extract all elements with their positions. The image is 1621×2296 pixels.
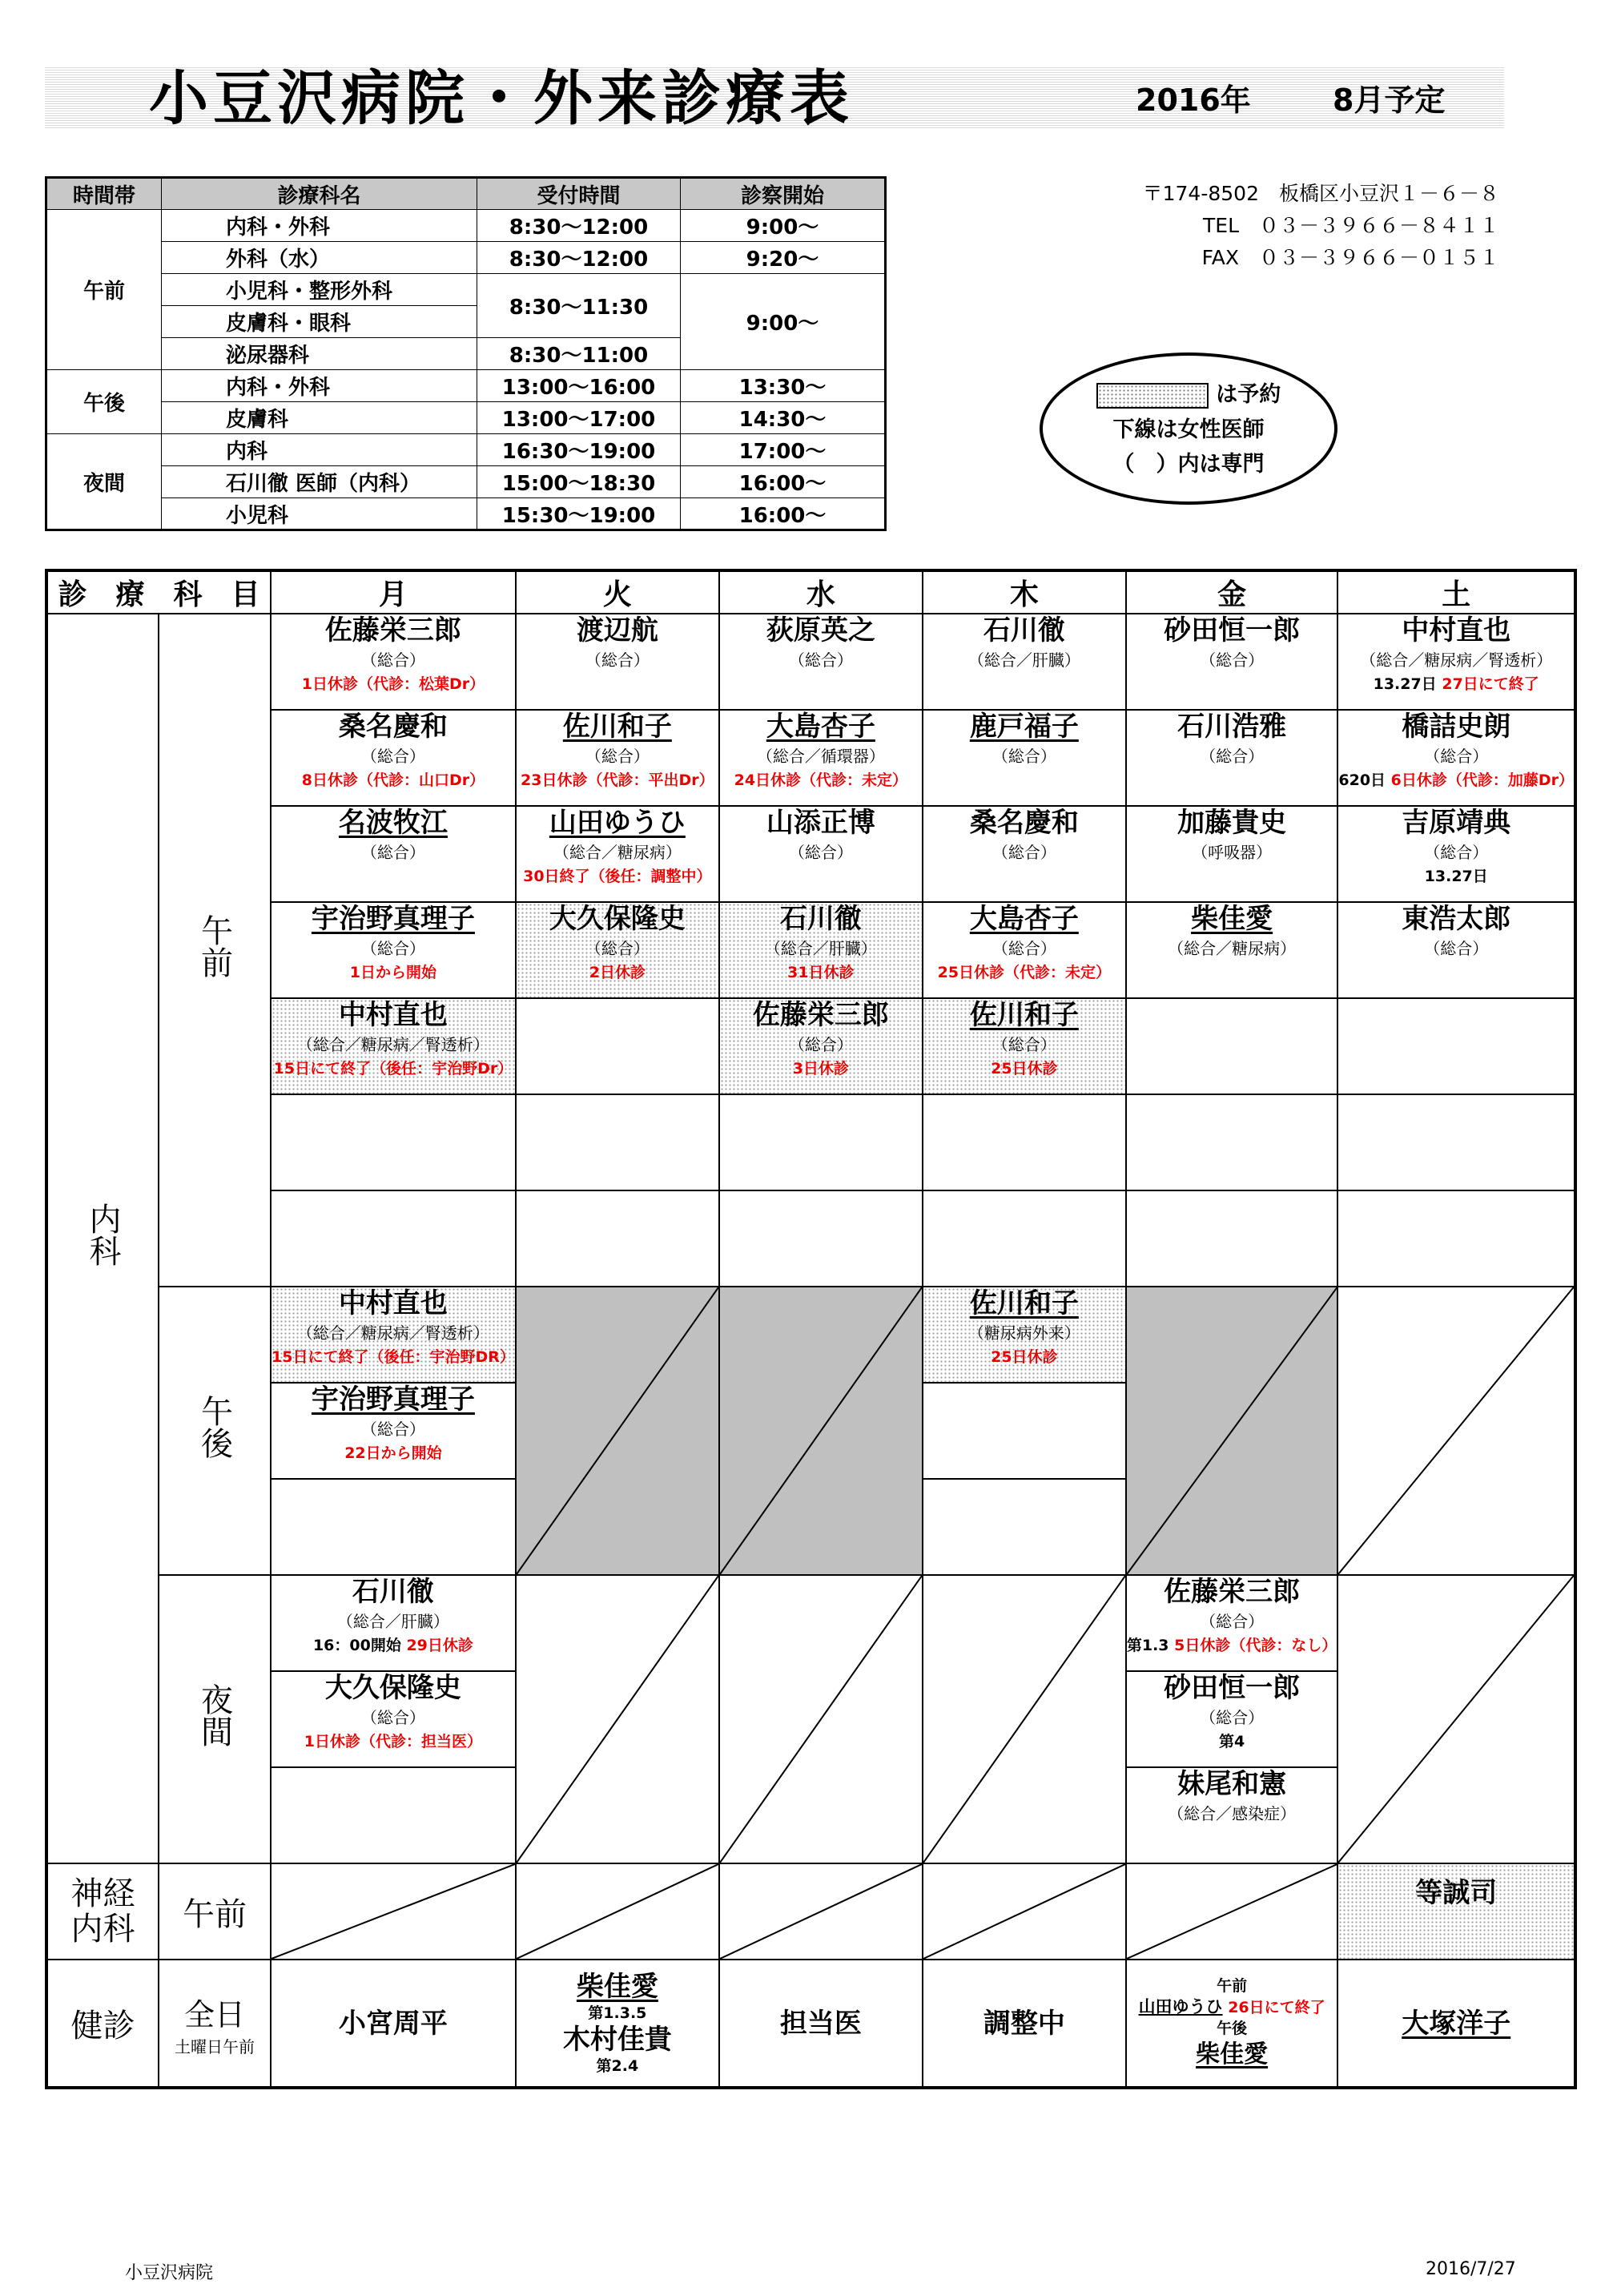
kenshin-fri — [1126, 1960, 1338, 2088]
th-dept: 診療科名 — [162, 178, 477, 210]
doctor-name: 大久保隆史 — [324, 1672, 461, 1704]
week-note: 16：00開始 — [312, 1637, 401, 1654]
no-clinic-cell — [923, 1575, 1126, 1863]
pm-thu-slot — [923, 1479, 1126, 1575]
doctor-name: 吉原靖典 — [1402, 807, 1511, 839]
doctor-name: 柴佳愛 — [576, 1970, 658, 2003]
dept: 皮膚科・眼科 — [162, 306, 477, 338]
doctor-name: 調整中 — [983, 2007, 1065, 2040]
all-day: 全日 — [183, 1996, 245, 2032]
doctor-name: 佐川和子 — [969, 1287, 1079, 1319]
no-clinic-cell — [516, 1863, 719, 1960]
specialty: （総合） — [1424, 843, 1489, 862]
specialty: （総合） — [585, 747, 650, 766]
reception: 8:30～12:00 — [477, 210, 681, 242]
am-slot — [1337, 710, 1575, 806]
no-clinic-cell — [516, 1575, 719, 1863]
specialty: （総合／肝臓） — [336, 1612, 449, 1631]
specialty: （総合／肝臓） — [967, 651, 1080, 670]
doctor-name: 柴佳愛 — [1196, 2040, 1269, 2068]
subject-header: 診 療 科 目 — [46, 570, 271, 614]
start: 13:30～ — [681, 370, 886, 402]
start: 9:20～ — [681, 242, 886, 274]
year-label: 2016年 — [1136, 83, 1251, 118]
specialty: （総合） — [1424, 747, 1489, 766]
no-clinic-cell — [719, 1575, 923, 1863]
am-slot — [516, 902, 719, 998]
specialty: （総合） — [1200, 1708, 1265, 1727]
week-note: 第1.3.5 — [588, 2004, 647, 2022]
am-slot — [1337, 614, 1575, 710]
specialty: （総合） — [1200, 747, 1265, 766]
specialty: （総合） — [1200, 1612, 1265, 1631]
schedule-note: 6日休診（代診：加藤Dr） — [1390, 771, 1575, 789]
week-note: 第4 — [1218, 1733, 1245, 1750]
naika-text: 内科 — [84, 1202, 121, 1267]
specialty: （総合／循環器） — [756, 747, 885, 766]
specialty: （総合／糖尿病／腎透析） — [296, 1323, 489, 1343]
schedule-note: 25日休診 — [991, 1060, 1058, 1078]
neuro-text: 神経内科 — [70, 1875, 135, 1948]
night-mon-slot — [271, 1671, 516, 1767]
address: 〒174-8502 板橋区小豆沢１－６－８ — [1142, 182, 1499, 205]
doctor-name: 石川徹 — [779, 903, 862, 935]
doctor-name: 中村直也 — [1402, 614, 1511, 647]
week-note: 620日 — [1338, 771, 1386, 789]
start: 14:30～ — [681, 402, 886, 434]
night-fri-slot — [1126, 1671, 1338, 1767]
doctor-name: 山添正博 — [766, 807, 875, 839]
am-slot — [923, 902, 1126, 998]
night-label — [159, 1575, 271, 1863]
page-title: 小豆沢病院・外来診療表 — [149, 64, 854, 133]
specialty: （総合） — [360, 1708, 425, 1727]
specialty: （総合） — [1424, 939, 1489, 958]
specialty: （総合） — [360, 747, 425, 766]
doctor-name: 柴佳愛 — [1191, 903, 1273, 935]
hours-table — [45, 176, 887, 531]
doctor-name: 佐藤栄三郎 — [1164, 1576, 1301, 1608]
dept: 内科・外科 — [162, 370, 477, 402]
am-slot — [923, 1094, 1126, 1190]
week-note: 13.27日 — [1373, 675, 1437, 693]
doctor-name: 佐川和子 — [969, 999, 1079, 1031]
legend-reservation: は予約 — [1216, 382, 1281, 407]
doctor-name: 荻原英之 — [766, 614, 875, 647]
kenshin-mon — [271, 1960, 516, 2088]
specialty: （総合） — [992, 747, 1056, 766]
am-slot — [516, 1190, 719, 1287]
naika-label — [46, 614, 159, 1863]
night-mon-slot — [271, 1575, 516, 1671]
am-slot — [1337, 1094, 1575, 1190]
am-slot — [719, 614, 923, 710]
schedule-note: 29日休診 — [406, 1637, 473, 1654]
specialty: （総合） — [360, 651, 425, 670]
no-clinic-cell — [1337, 1287, 1575, 1575]
address-block — [1143, 178, 1499, 274]
kenshin-all-label — [159, 1960, 271, 2088]
schedule-note: 30日終了（後任：調整中） — [523, 868, 712, 885]
pm-thu-slot — [923, 1383, 1126, 1479]
reception: 8:30～12:00 — [477, 242, 681, 274]
schedule-note: 1日休診（代診：担当医） — [304, 1733, 483, 1750]
th-time: 時間帯 — [46, 178, 162, 210]
schedule-note: 8日休診（代診：山口Dr） — [301, 771, 485, 789]
th-start: 診察開始 — [681, 178, 886, 210]
specialty: （総合／糖尿病） — [1168, 939, 1297, 958]
doctor-name: 砂田恒一郎 — [1164, 1672, 1301, 1704]
specialty: （総合） — [360, 939, 425, 958]
am-slot — [516, 998, 719, 1094]
legend — [1040, 352, 1337, 505]
day-wed: 水 — [719, 570, 923, 614]
am-slot — [1337, 998, 1575, 1094]
specialty: （総合） — [788, 843, 853, 862]
period-am: 午前 — [46, 210, 162, 370]
pm-text: 午後 — [195, 1395, 233, 1459]
kenshin-thu — [923, 1960, 1126, 2088]
schedule-note: 27日にて終了 — [1442, 675, 1539, 693]
doctor-name: 大久保隆史 — [549, 903, 686, 935]
specialty: （総合／糖尿病／腎透析） — [1360, 651, 1553, 670]
schedule-note: 3日休診 — [792, 1060, 849, 1078]
dept: 小児科 — [162, 498, 477, 530]
doctor-name: 石川徹 — [983, 614, 1065, 647]
schedule-note: 24日休診（代診：未定） — [734, 771, 908, 789]
night-mon-slot — [271, 1767, 516, 1863]
no-clinic-cell — [1126, 1287, 1338, 1575]
am-slot — [271, 710, 516, 806]
schedule-note: 1日休診（代診：松葉Dr） — [301, 675, 485, 693]
sat-am-note: 土曜日午前 — [175, 2036, 255, 2056]
doctor-name: 橋詰史朗 — [1402, 711, 1511, 743]
doctor-name: 宇治野真理子 — [311, 1384, 475, 1416]
legend-female: 下線は女性医師 — [1112, 417, 1265, 442]
dept: 外科（水） — [162, 242, 477, 274]
specialty: （総合） — [360, 843, 425, 862]
specialty: （総合） — [788, 651, 853, 670]
doctor-name: 山田ゆうひ — [1138, 1997, 1223, 2016]
am-slot — [271, 614, 516, 710]
week-note: 13.27日 — [1424, 868, 1488, 885]
schedule-table — [45, 569, 1577, 2089]
am-slot — [516, 614, 719, 710]
specialty: （総合） — [992, 843, 1056, 862]
week-note: 第2.4 — [596, 2056, 639, 2075]
schedule-note: 26日にて終了 — [1228, 1999, 1325, 2016]
reception: 15:00～18:30 — [477, 466, 681, 498]
doctor-name: 石川徹 — [352, 1576, 434, 1608]
doctor-name: 木村佳貴 — [562, 2023, 672, 2056]
pm-mon-slot — [271, 1479, 516, 1575]
no-clinic-cell — [719, 1287, 923, 1575]
am-slot — [719, 806, 923, 902]
dept: 内科・外科 — [162, 210, 477, 242]
schedule-note: 23日休診（代診：平出Dr） — [521, 771, 714, 789]
kenshin-label: 健診 — [46, 1960, 159, 2088]
am-slot — [719, 1190, 923, 1287]
am-slot — [516, 1094, 719, 1190]
schedule-note: 31日休診 — [787, 964, 855, 981]
am-slot — [516, 710, 719, 806]
doctor-name: 桑名慶和 — [338, 711, 448, 743]
kenshin-wed — [719, 1960, 923, 2088]
am-text: 午前 — [195, 914, 233, 978]
dept: 小児科・整形外科 — [162, 274, 477, 306]
specialty: （総合／糖尿病） — [553, 843, 682, 862]
pm-label — [159, 1287, 271, 1575]
specialty: （総合） — [1200, 651, 1265, 670]
reception: 8:30～11:30 — [477, 274, 681, 338]
am-slot — [1126, 710, 1338, 806]
reception: 13:00～17:00 — [477, 402, 681, 434]
schedule-note: 1日から開始 — [349, 964, 437, 981]
am-slot — [719, 998, 923, 1094]
kenshin-sat — [1337, 1960, 1575, 2088]
period-pm: 午後 — [46, 370, 162, 434]
reception: 15:30～19:00 — [477, 498, 681, 530]
specialty: （総合） — [992, 1035, 1056, 1054]
schedule-note: 15日にて終了（後任：宇治野DR） — [272, 1348, 515, 1366]
reception: 13:00～16:00 — [477, 370, 681, 402]
am-slot — [271, 806, 516, 902]
start: 9:00～ — [681, 274, 886, 370]
doctor-name: 中村直也 — [338, 1287, 448, 1319]
am-slot — [271, 998, 516, 1094]
week-note: 第1.3 — [1126, 1637, 1169, 1654]
am-slot — [1126, 806, 1338, 902]
no-clinic-cell — [719, 1863, 923, 1960]
doctor-name: 砂田恒一郎 — [1164, 614, 1301, 647]
doctor-name: 石川浩雅 — [1177, 711, 1287, 743]
doctor-name: 東浩太郎 — [1402, 903, 1511, 935]
specialty: （総合） — [360, 1420, 425, 1439]
am-slot — [271, 1094, 516, 1190]
am-slot — [1126, 902, 1338, 998]
doctor-name: 渡辺航 — [576, 614, 658, 647]
schedule-note: 25日休診（代診：未定） — [937, 964, 1112, 981]
specialty: （総合） — [992, 939, 1056, 958]
am-slot — [271, 902, 516, 998]
specialty: （糖尿病外来） — [967, 1323, 1080, 1343]
pm-note: 午後 — [1217, 2020, 1248, 2037]
start: 9:00～ — [681, 210, 886, 242]
doctor-name: 大塚洋子 — [1402, 2007, 1511, 2040]
fax: FAX ０３－３９６６－０１５１ — [1201, 246, 1499, 269]
specialty: （総合／肝臓） — [764, 939, 877, 958]
neuro-sat-slot — [1337, 1863, 1575, 1960]
tel: TEL ０３－３９６６－８４１１ — [1203, 214, 1499, 237]
neuro-label — [46, 1863, 159, 1960]
am-slot — [923, 614, 1126, 710]
doctor-name: 桑名慶和 — [969, 807, 1079, 839]
night-fri-slot — [1126, 1575, 1338, 1671]
no-clinic-cell — [1126, 1863, 1338, 1960]
day-mon: 月 — [271, 570, 516, 614]
month-label: 8月予定 — [1333, 83, 1446, 118]
am-slot — [719, 710, 923, 806]
am-slot — [923, 1190, 1126, 1287]
am-note: 午前 — [1217, 1977, 1248, 1995]
reservation-swatch — [1096, 383, 1209, 409]
reception: 8:30～11:00 — [477, 338, 681, 370]
footer-date: 2016/7/27 — [1426, 2259, 1516, 2279]
am-label — [159, 614, 271, 1287]
specialty: （総合／糖尿病／腎透析） — [296, 1035, 489, 1054]
am-slot — [923, 806, 1126, 902]
am-slot — [923, 710, 1126, 806]
am-slot — [1126, 1190, 1338, 1287]
am-slot — [516, 806, 719, 902]
am-slot — [1126, 1094, 1338, 1190]
legend-specialty: （ ）内は専門 — [1112, 451, 1265, 477]
start: 17:00～ — [681, 434, 886, 466]
day-fri: 金 — [1126, 570, 1338, 614]
pm-mon-slot — [271, 1383, 516, 1479]
pm-thu-slot — [923, 1287, 1126, 1383]
no-clinic-cell — [516, 1287, 719, 1575]
kenshin-tue — [516, 1960, 719, 2088]
th-reception: 受付時間 — [477, 178, 681, 210]
no-clinic-cell — [923, 1863, 1126, 1960]
am-slot — [1126, 998, 1338, 1094]
footer-left: 小豆沢病院 — [125, 2263, 214, 2283]
doctor-name: 鹿戸福子 — [969, 711, 1079, 743]
doctor-name: 佐藤栄三郎 — [752, 999, 889, 1031]
am-slot — [1337, 1190, 1575, 1287]
specialty: （総合） — [788, 1035, 853, 1054]
pm-mon-slot — [271, 1287, 516, 1383]
start: 16:00～ — [681, 498, 886, 530]
schedule-note: 5日休診（代診：なし） — [1174, 1637, 1337, 1654]
night-fri-slot — [1126, 1767, 1338, 1863]
specialty: （呼吸器） — [1192, 843, 1273, 862]
doctor-name: 宇治野真理子 — [311, 903, 475, 935]
specialty: （総合／感染症） — [1168, 1804, 1297, 1823]
am-slot — [271, 1190, 516, 1287]
dept: 石川徹 医師（内科） — [162, 466, 477, 498]
doctor-name: 山田ゆうひ — [549, 807, 686, 839]
period-night: 夜間 — [46, 434, 162, 530]
no-clinic-cell — [271, 1863, 516, 1960]
specialty: （総合） — [585, 651, 650, 670]
day-thu: 木 — [923, 570, 1126, 614]
specialty: （総合） — [585, 939, 650, 958]
schedule-note: 15日にて終了（後任：宇治野Dr） — [273, 1060, 513, 1078]
dept: 内科 — [162, 434, 477, 466]
night-text: 夜間 — [195, 1683, 233, 1747]
am-slot — [719, 1094, 923, 1190]
start: 16:00～ — [681, 466, 886, 498]
am-slot — [719, 902, 923, 998]
dept: 泌尿器科 — [162, 338, 477, 370]
doctor-name: 担当医 — [779, 2007, 862, 2040]
day-sat: 土 — [1337, 570, 1575, 614]
doctor-name: 佐藤栄三郎 — [324, 614, 461, 647]
doctor-name: 小宮周平 — [338, 2007, 448, 2040]
doctor-name: 大島杏子 — [766, 711, 875, 743]
doctor-name: 佐川和子 — [562, 711, 672, 743]
reception: 16:30～19:00 — [477, 434, 681, 466]
day-tue: 火 — [516, 570, 719, 614]
doctor-name: 加藤貴史 — [1177, 807, 1287, 839]
dept: 皮膚科 — [162, 402, 477, 434]
schedule-note: 22日から開始 — [344, 1444, 442, 1462]
am-slot — [1337, 902, 1575, 998]
doctor-name: 中村直也 — [338, 999, 448, 1031]
no-clinic-cell — [1337, 1575, 1575, 1863]
doctor-name: 等誠司 — [1415, 1877, 1498, 1909]
schedule-note: 2日休診 — [589, 964, 646, 981]
neuro-am-label: 午前 — [159, 1863, 271, 1960]
am-slot — [923, 998, 1126, 1094]
am-slot — [1126, 614, 1338, 710]
schedule-note: 25日休診 — [991, 1348, 1058, 1366]
doctor-name: 妹尾和憲 — [1177, 1768, 1287, 1800]
doctor-name: 名波牧江 — [338, 807, 448, 839]
doctor-name: 大島杏子 — [969, 903, 1079, 935]
am-slot — [1337, 806, 1575, 902]
